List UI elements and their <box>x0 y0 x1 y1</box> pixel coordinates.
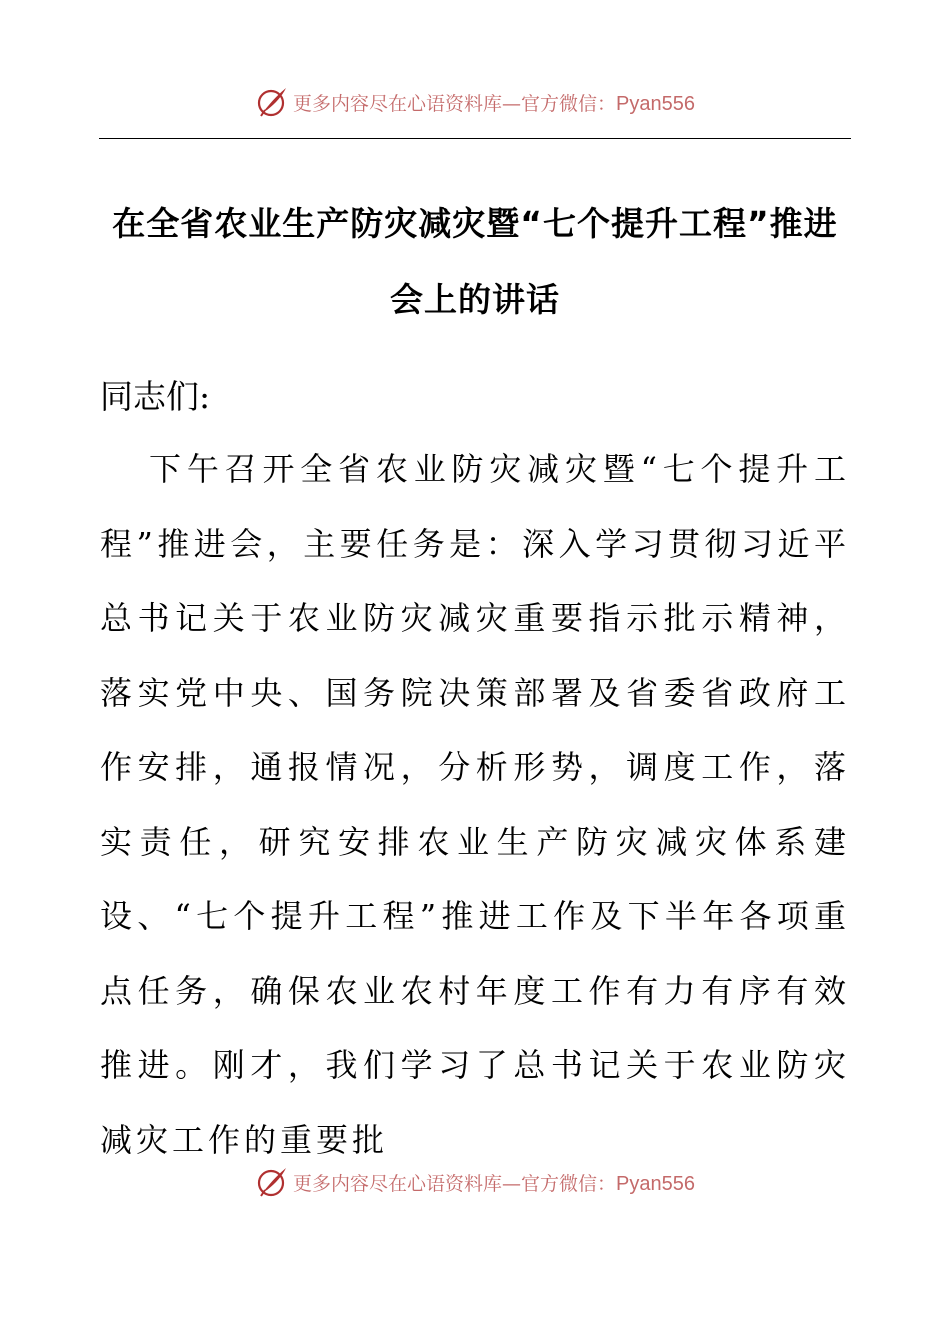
header-banner-handle: Pyan556 <box>616 92 695 115</box>
document-title: 在全省农业生产防灾减灾暨“七个提升工程”推进会上的讲话 <box>112 204 838 319</box>
quill-pen-logo-icon <box>255 85 289 119</box>
footer-banner-text: 更多内容尽在心语资料库—官方微信：Pyan556 <box>293 1172 695 1195</box>
header-banner <box>0 82 950 122</box>
salutation: 同志们: <box>100 377 211 416</box>
footer-banner-handle: Pyan556 <box>616 1172 695 1195</box>
quill-pen-logo-icon <box>255 1165 289 1199</box>
footer-banner <box>0 1162 950 1202</box>
header-banner-text: 更多内容尽在心语资料库—官方微信：Pyan556 <box>293 92 695 115</box>
header-rule <box>99 138 851 139</box>
body-paragraph: 下午召开全省农业防灾减灾暨“七个提升工程”推进会，主要任务是：深入学习贯彻习近平总书记关于农业防灾减灾重要指示批示精神，落实党中央、国务院决策部署及省委省政府工作安排，通报情况，分析形势，调度工作，落实责任，研究安排农业生产防灾减灾体系建设、“七个提升工程”推进工作及下半年各项重点任务，确保农业农村年度工作有力有序有效推进。刚才，我们学习了总书记关于农业防灾减灾工作的重要批 <box>100 450 850 1159</box>
